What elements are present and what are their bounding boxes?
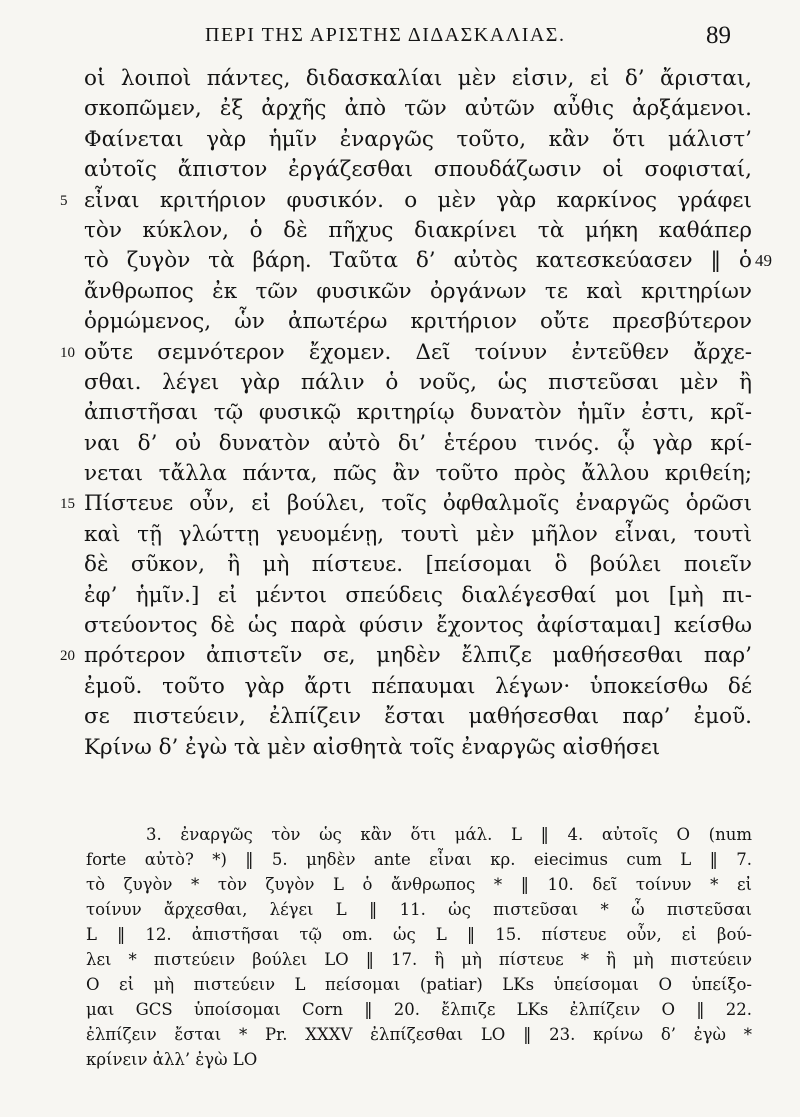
apparatus-line: μαι GCS ὑποίσομαι Corn ‖ 20. ἔλπιζε LKs ἐλπίζειν O ‖ 22. (86, 1000, 752, 1019)
line-text: ἀπιστῆσαι τῷ φυσικῷ κριτηρίῳ δυνατὸν ἡμῖν ἐστι, κρῖ- (84, 400, 752, 426)
text-line (0, 186, 800, 216)
line-number: 5 (60, 192, 68, 209)
line-text: τὸ ζυγὸν τὰ βάρη. Ταῦτα δ’ αὐτὸς κατεσκεύασεν ‖ ὁ (84, 248, 752, 274)
text-line (0, 307, 800, 337)
line-text: ἐφ’ ἡμῖν.] εἰ μέντοι σπεύδεις διαλέγεσθαί μοι [μὴ πι- (84, 582, 752, 608)
line-number: 20 (60, 648, 75, 665)
line-text: ὁρμώμενος, ὧν ἀπωτέρω κριτήριον οὔτε πρεσβύτερον (84, 309, 752, 335)
text-line (0, 672, 800, 702)
line-text: οἱ λοιποὶ πάντες, διδασκαλίαι μὲν εἰσιν, εἰ δ’ ἄρισται, (84, 66, 752, 91)
text-line (0, 459, 800, 489)
line-number: 10 (60, 344, 75, 361)
apparatus-line: forte αὐτὸ? *) ‖ 5. μηδὲν ante εἶναι κρ. eiecimus cum L ‖ 7. (86, 850, 752, 869)
line-text: Φαίνεται γὰρ ἡμῖν ἐναργῶς τοῦτο, κἂν ὅτι μάλιστ’ (84, 126, 752, 152)
text-line (0, 277, 800, 307)
text-line (0, 429, 800, 459)
line-text: καὶ τῇ γλώττῃ γευομένῃ, τουτὶ μὲν μῆλον εἶναι, τουτὶ (84, 521, 752, 547)
text-line (0, 246, 800, 276)
text-line (0, 702, 800, 732)
text-line (0, 125, 800, 155)
line-text: πρότερον ἀπιστεῖν σε, μηδὲν ἔλπιζε μαθήσεσθαι παρ’ (84, 643, 752, 669)
text-line (0, 550, 800, 580)
line-text: σκοπῶμεν, ἐξ ἀρχῆς ἀπὸ τῶν αὐτῶν αὖθις ἀρξάμενοι. (84, 96, 752, 122)
text-line (0, 489, 800, 519)
text-line (0, 216, 800, 246)
line-text: σε πιστεύειν, ἐλπίζειν ἔσται μαθήσεσθαι παρ’ ἐμοῦ. (84, 704, 752, 730)
text-line (0, 94, 800, 124)
text-line (0, 368, 800, 398)
text-line (0, 733, 800, 763)
line-text: στεύοντος δὲ ὡς παρὰ φύσιν ἔχοντος ἀφίσταμαι] κείσθω (84, 613, 752, 639)
line-text: τὸν κύκλον, ὁ δὲ πῆχυς διακρίνει τὰ μήκη καθάπερ (84, 217, 752, 243)
apparatus-line: O εἰ μὴ πιστεύειν L πείσομαι (patiar) LKs ὑπείσομαι O ὑπείξο- (86, 975, 752, 994)
line-text: εἶναι κριτήριον φυσικόν. ο μὲν γὰρ καρκίνος γράφει (84, 187, 752, 213)
critical-apparatus (86, 822, 752, 1072)
text-line (0, 398, 800, 428)
apparatus-line: λει * πιστεύειν βούλει LO ‖ 17. ἢ μὴ πίστευε * ἢ μὴ πιστεύειν (86, 950, 752, 969)
line-text: Κρίνω δ’ ἐγὼ τὰ μὲν αἰσθητὰ τοῖς ἐναργῶς αἰσθήσει (84, 734, 661, 760)
line-text: δὲ σῦκον, ἢ μὴ πίστευε. [πείσομαι ὃ βούλει ποιεῖν (84, 552, 752, 578)
line-text: σθαι. λέγει γὰρ πάλιν ὁ νοῦς, ὡς πιστεῦσαι μὲν ἢ (84, 369, 752, 395)
apparatus-line: ἐλπίζειν ἔσται * Pr. XXXV ἐλπίζεσθαι LO ‖ 23. κρίνω δ’ ἐγὼ * (86, 1025, 752, 1044)
greek-text-body (0, 64, 800, 763)
running-header (0, 20, 800, 56)
line-text: ἐμοῦ. τοῦτο γὰρ ἄρτι πέπαυμαι λέγων· ὑποκείσθω δέ (84, 673, 752, 699)
line-text: Πίστευε οὖν, εἰ βούλει, τοῖς ὀφθαλμοῖς ἐναργῶς ὁρῶσι (84, 491, 752, 517)
text-line (0, 64, 800, 94)
text-line (0, 155, 800, 185)
running-title: ΠΕΡΙ ΤΗΣ ΑΡΙΣΤΗΣ ΔΙΔΑΣΚΑΛΙΑΣ. (205, 24, 566, 46)
line-text: νεται τἄλλα πάντα, πῶς ἂν τοῦτο πρὸς ἄλλου κριθείη; (84, 461, 752, 487)
text-line (0, 581, 800, 611)
page-number: 89 (706, 22, 731, 49)
text-line (0, 611, 800, 641)
line-text: ναι δ’ οὐ δυνατὸν αὐτὸ δι’ ἑτέρου τινός. ᾧ γὰρ κρί- (84, 430, 752, 456)
line-number: 15 (60, 496, 75, 513)
text-line (0, 338, 800, 368)
margin-number: 49 (755, 251, 772, 271)
line-text: οὔτε σεμνότερον ἔχομεν. Δεῖ τοίνυν ἐντεῦθεν ἄρχε- (84, 339, 752, 365)
apparatus-line: κρίνειν ἀλλ’ ἐγὼ LO (86, 1050, 258, 1069)
line-text: αὐτοῖς ἄπιστον ἐργάζεσθαι σπουδάζωσιν οἱ σοφισταί, (84, 157, 752, 183)
text-line (0, 520, 800, 550)
apparatus-line: 3. ἐναργῶς τὸν ὡς κἂν ὅτι μάλ. L ‖ 4. αὐτοῖς O (num (146, 825, 752, 844)
line-text: ἄνθρωπος ἐκ τῶν φυσικῶν ὀργάνων τε καὶ κριτηρίων (84, 278, 752, 304)
text-line (0, 641, 800, 671)
apparatus-line: τοίνυν ἄρχεσθαι, λέγει L ‖ 11. ὡς πιστεῦσαι * ὧ πιστεῦσαι (86, 900, 752, 919)
apparatus-line: L ‖ 12. ἀπιστῆσαι τῷ om. ὡς L ‖ 15. πίστευε οὖν, εἰ βού- (86, 925, 752, 944)
apparatus-line: τὸ ζυγὸν * τὸν ζυγὸν L ὁ ἄνθρωπος * ‖ 10. δεῖ τοίνυν * εἰ (86, 875, 752, 894)
